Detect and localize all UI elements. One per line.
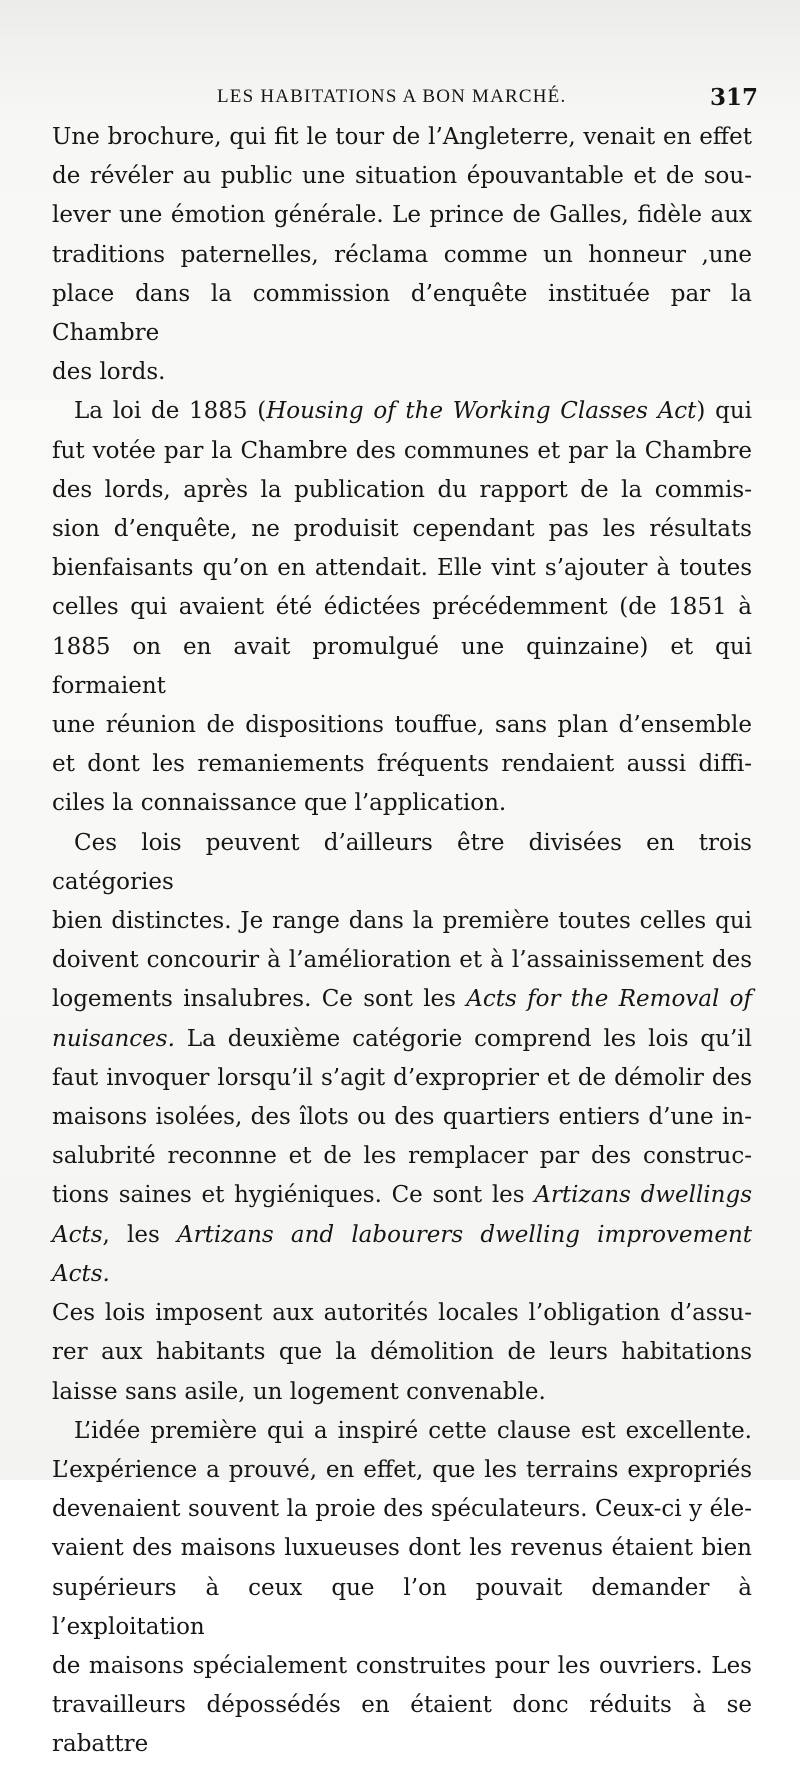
text-segment: L’expérience a prouvé, en effet, que les terrains expropriés — [52, 1456, 752, 1483]
text-segment: des lords, après la publication du rapport de la commis- — [52, 476, 752, 503]
text-line — [52, 1490, 752, 1529]
text-line — [52, 236, 752, 275]
text-line — [52, 1529, 752, 1568]
text-segment: travailleurs dépossédés en étaient donc réduits à se rabattre — [52, 1692, 752, 1758]
text-segment: doivent concourir à l’amélioration et à l’assainissement des — [52, 947, 752, 974]
text-segment: Ces lois imposent aux autorités locales l’obligation d’assu- — [52, 1300, 752, 1327]
text-line — [52, 784, 752, 823]
text-line — [52, 1216, 752, 1294]
text-line — [52, 392, 752, 431]
text-line — [52, 1176, 752, 1215]
text-segment: maisons isolées, des îlots ou des quartiers entiers d’une in- — [52, 1104, 752, 1131]
text-line — [52, 706, 752, 745]
text-line — [52, 1059, 752, 1098]
text-segment: bien distinctes. Je range dans la première toutes celles qui — [52, 908, 752, 935]
text-segment: Ces lois peuvent d’ailleurs être divisées en trois catégories — [52, 829, 752, 895]
italic-title: Acts — [52, 1221, 103, 1248]
text-line — [52, 549, 752, 588]
text-segment: de maisons spécialement construites pour les ouvriers. Les — [52, 1652, 752, 1679]
running-head — [52, 84, 764, 114]
text-segment: vaient des maisons luxueuses dont les revenus étaient bien — [52, 1535, 752, 1562]
text-segment: sion d’enquête, ne produisit cependant pas les résultats — [52, 516, 752, 543]
page-number: 317 — [709, 84, 758, 111]
text-line — [52, 941, 752, 980]
text-line — [52, 157, 752, 196]
text-segment: La deuxième catégorie comprend les lois qu’il — [174, 1025, 752, 1052]
text-segment: bienfaisants qu’on en attendait. Elle vint s’ajouter à toutes — [52, 555, 752, 582]
text-line — [52, 824, 752, 902]
italic-title: nuisances. — [52, 1025, 175, 1052]
text-segment: 1885 on en avait promulgué une quinzaine) et qui formaient — [52, 633, 752, 699]
text-line — [52, 588, 752, 627]
italic-title: Artizans and labourers dwelling improvement Acts. — [52, 1221, 752, 1287]
text-line — [52, 1569, 752, 1647]
text-line — [52, 902, 752, 941]
text-segment: de révéler au public une situation épouvantable et de sou- — [52, 163, 752, 190]
text-line — [52, 1333, 752, 1372]
text-line — [52, 745, 752, 784]
text-segment: L’idée première qui a inspiré cette clause est excellente. — [74, 1417, 752, 1444]
text-segment: laisse sans asile, un logement convenable. — [52, 1378, 546, 1405]
text-line — [52, 1686, 752, 1764]
text-segment: et dont les remaniements fréquents rendaient aussi diffi- — [52, 751, 752, 778]
text-segment: La loi de 1885 ( — [74, 398, 267, 425]
text-line — [52, 196, 752, 235]
text-line — [52, 471, 752, 510]
text-line — [52, 510, 752, 549]
text-segment: lever une émotion générale. Le prince de Galles, fidèle aux — [52, 202, 752, 229]
text-segment: Une brochure, qui fit le tour de l’Angleterre, venait en effet — [52, 124, 752, 150]
text-line — [52, 432, 752, 471]
text-segment: une réunion de dispositions touffue, sans plan d’ensemble — [52, 712, 752, 739]
text-line — [52, 1647, 752, 1686]
text-segment: place dans la commission d’enquête instituée par la Chambre — [52, 280, 752, 347]
text-segment: supérieurs à ceux que l’on pouvait demander à l’exploitation — [52, 1574, 752, 1640]
text-line — [52, 118, 752, 157]
text-line — [52, 980, 752, 1019]
text-segment: salubrité reconnne et de les remplacer par des construc- — [52, 1143, 752, 1170]
text-segment: logements insalubres. Ce sont les — [52, 986, 467, 1013]
text-line — [52, 1412, 752, 1451]
text-segment: faut invoquer lorsqu’il s’agit d’exproprier et de démolir des — [52, 1064, 752, 1091]
text-segment: ) qui — [696, 398, 752, 425]
italic-title: Acts for the Removal of — [466, 986, 752, 1013]
text-line — [52, 353, 752, 392]
text-segment: fut votée par la Chambre des communes et par la Chambre — [52, 437, 752, 464]
body-text — [52, 118, 752, 1765]
text-segment: ciles la connaissance que l’application. — [52, 790, 507, 817]
text-line — [52, 1373, 752, 1412]
italic-title: Housing of the Working Classes Act — [266, 398, 697, 425]
text-segment: , les — [102, 1221, 178, 1248]
text-segment: des lords. — [52, 359, 166, 386]
text-line — [52, 1098, 752, 1137]
text-line — [52, 1137, 752, 1176]
text-line — [52, 1451, 752, 1490]
text-line — [52, 628, 752, 706]
running-title: LES HABITATIONS A BON MARCHÉ. — [217, 86, 567, 107]
text-segment: tions saines et hygiéniques. Ce sont les — [52, 1182, 535, 1209]
text-segment: devenaient souvent la proie des spéculateurs. Ceux-ci y éle- — [52, 1496, 752, 1523]
text-segment: rer aux habitants que la démolition de leurs habitations — [52, 1339, 752, 1366]
text-line — [52, 1294, 752, 1333]
text-segment: celles qui avaient été édictées précédemment (de 1851 à — [52, 594, 752, 621]
text-segment: traditions paternelles, réclama comme un honneur ,une — [52, 241, 752, 268]
text-line — [52, 275, 752, 353]
italic-title: Artizans dwellings — [534, 1182, 753, 1209]
text-line — [52, 1020, 752, 1059]
